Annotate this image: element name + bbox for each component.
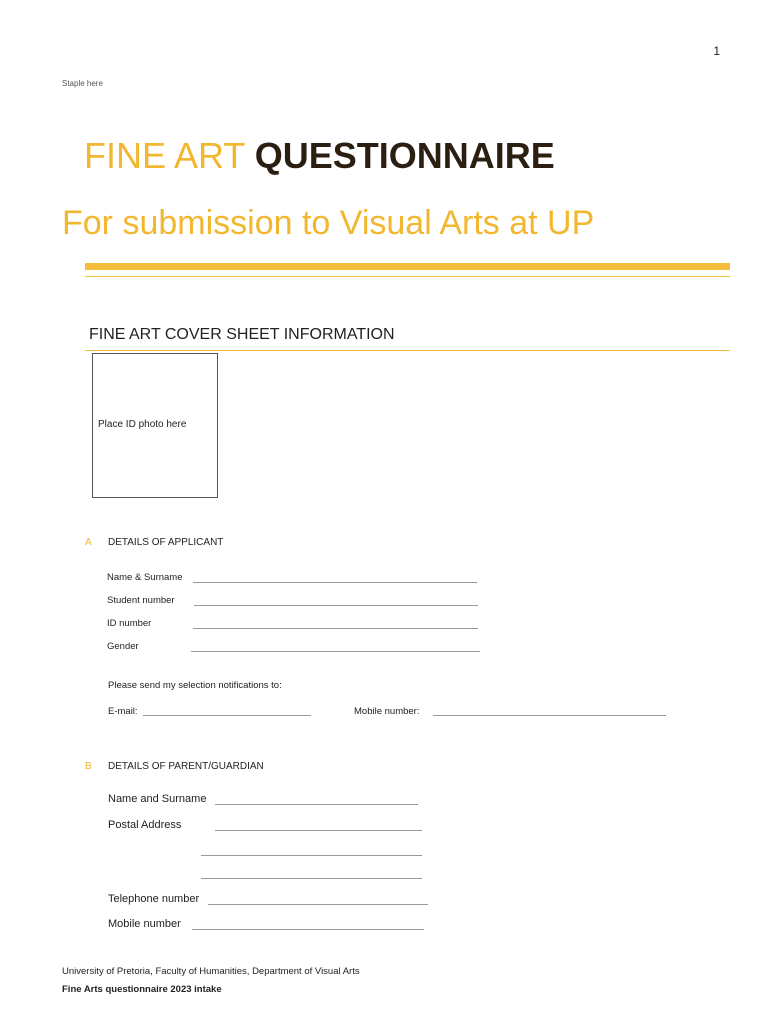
section-a-letter: A	[85, 537, 92, 548]
title-light: FINE ART	[84, 135, 245, 176]
field-label-student-number: Student number	[107, 595, 175, 606]
field-line-gender[interactable]	[191, 651, 480, 652]
document-title	[84, 135, 555, 176]
staple-note: Staple here	[62, 79, 103, 88]
guardian-label-postal-address: Postal Address	[108, 819, 182, 831]
section-b-title: DETAILS OF PARENT/GUARDIAN	[108, 761, 264, 772]
email-field[interactable]	[143, 715, 311, 716]
title-divider-thick	[85, 263, 730, 270]
guardian-line-postal-address-2[interactable]	[201, 855, 422, 856]
guardian-label-telephone: Telephone number	[108, 893, 200, 905]
title-bold: QUESTIONNAIRE	[254, 135, 555, 176]
email-label: E-mail:	[108, 706, 138, 717]
id-photo-label: Place ID photo here	[98, 419, 187, 430]
document-subtitle: For submission to Visual Arts at UP	[62, 204, 595, 242]
guardian-label-mobile: Mobile number	[108, 918, 181, 930]
page-number: 1	[713, 44, 720, 58]
field-line-name-surname[interactable]	[193, 582, 477, 583]
heading-rule	[85, 350, 730, 351]
guardian-line-telephone[interactable]	[208, 904, 428, 905]
mobile-field[interactable]	[433, 715, 666, 716]
title-divider-thin	[85, 276, 730, 277]
guardian-line-name-surname[interactable]	[215, 804, 418, 805]
field-label-id-number: ID number	[107, 618, 152, 629]
guardian-line-postal-address-3[interactable]	[201, 878, 422, 879]
field-label-name-surname: Name & Surname	[107, 572, 183, 583]
section-b-letter: B	[85, 761, 92, 772]
section-a-title: DETAILS OF APPLICANT	[108, 537, 224, 548]
footer-document-name: Fine Arts questionnaire 2023 intake	[62, 984, 222, 995]
field-label-gender: Gender	[107, 641, 139, 652]
mobile-label: Mobile number:	[354, 706, 420, 717]
footer-institution: University of Pretoria, Faculty of Humanities, Department of Visual Arts	[62, 966, 360, 977]
guardian-line-mobile[interactable]	[192, 929, 424, 930]
field-line-student-number[interactable]	[194, 605, 478, 606]
guardian-line-postal-address-1[interactable]	[215, 830, 422, 831]
notification-instruction: Please send my selection notifications to:	[108, 680, 282, 691]
cover-sheet-heading: FINE ART COVER SHEET INFORMATION	[89, 326, 395, 343]
guardian-label-name-surname: Name and Surname	[108, 793, 207, 805]
field-line-id-number[interactable]	[193, 628, 478, 629]
